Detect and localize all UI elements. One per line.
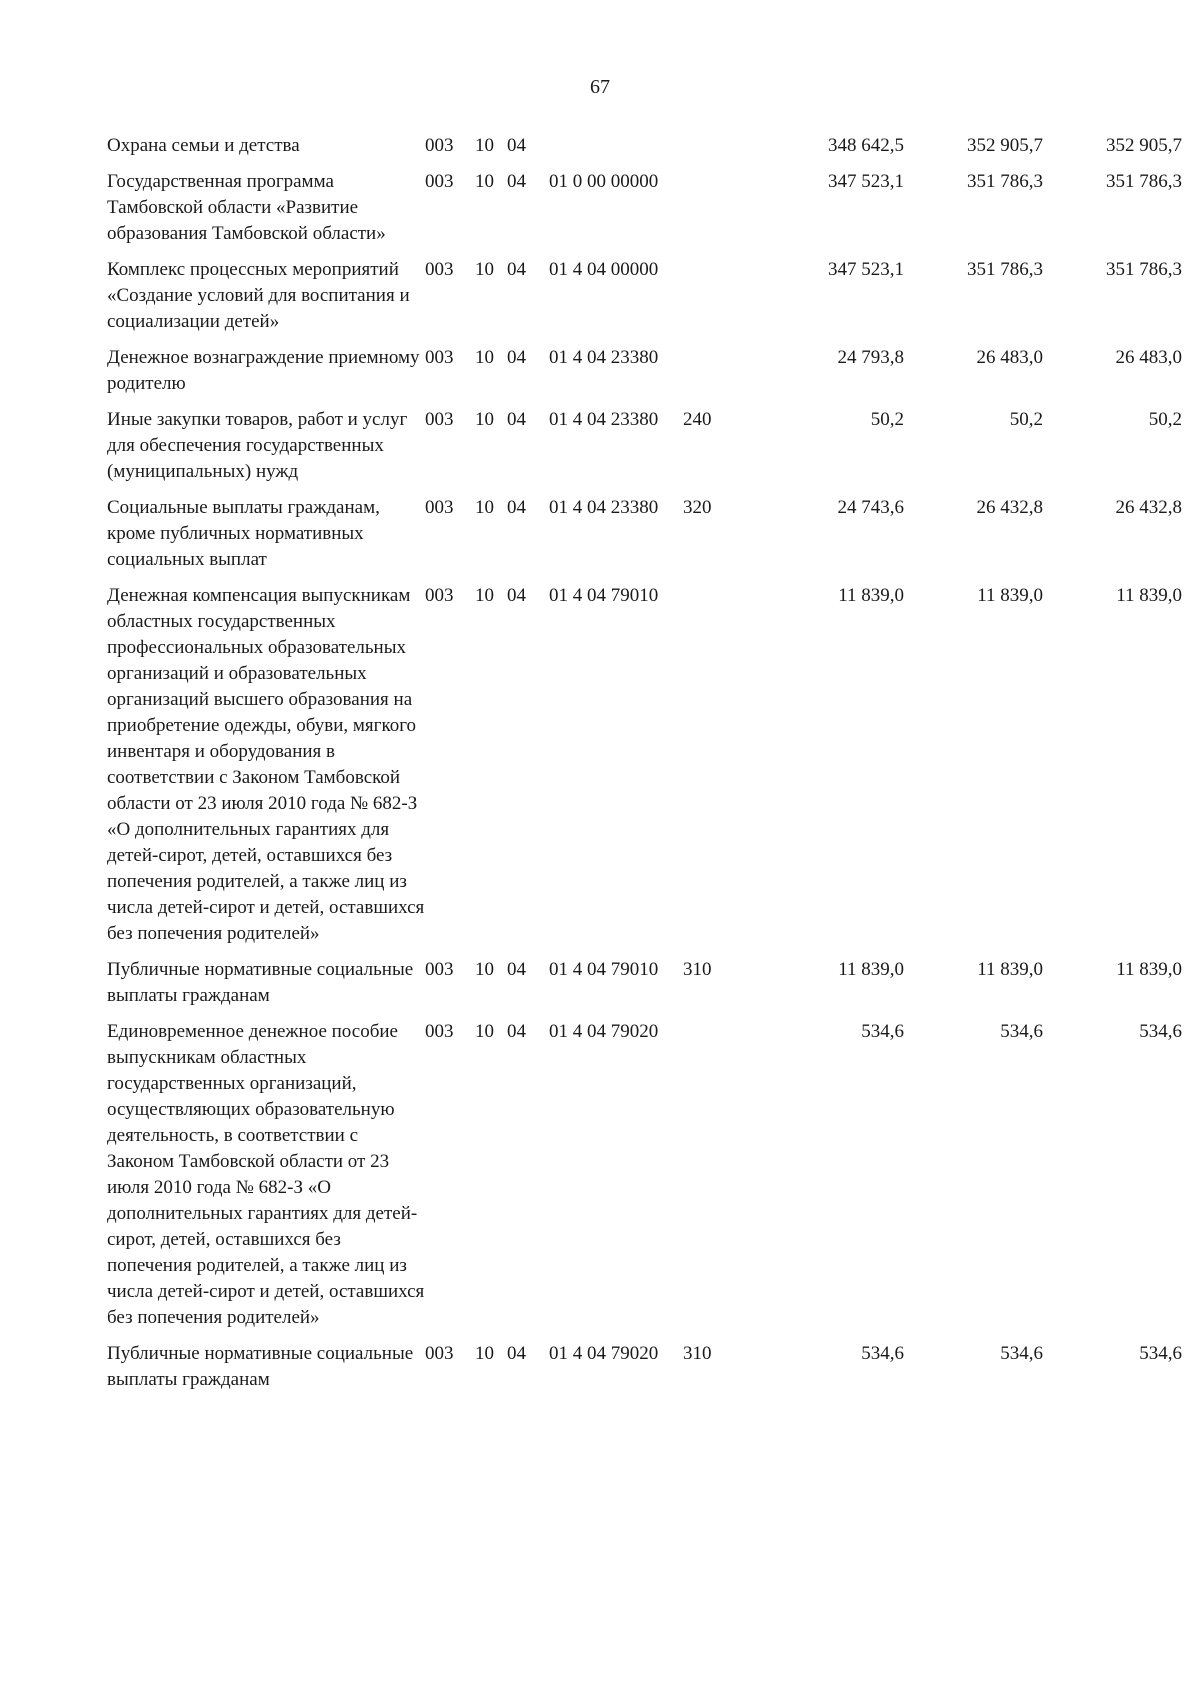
table-row (107, 257, 1182, 345)
table-row (107, 345, 1182, 407)
row-name: Денежная компенсация выпускникам областных государственных профессиональных образовательных организаций и образовательных организаций высшего образования на приобретение одежды, обуви, мягкого инвентаря и оборудования в соответствии с Законом Тамбовской области от 23 июля 2010 года № 682-З «О дополнительных гарантиях для детей-сирот, детей, оставшихся без попечения родителей, а также лиц из числа детей-сирот и детей, оставшихся без попечения родителей» (107, 585, 425, 944)
row-y1: 534,6 (861, 1343, 904, 1364)
row-vr: 320 (683, 497, 712, 518)
row-y2: 351 786,3 (967, 259, 1043, 280)
row-vr (683, 345, 745, 407)
row-y1: 534,6 (861, 1021, 904, 1042)
row-y3: 352 905,7 (1106, 135, 1182, 156)
row-cs: 01 4 04 00000 (549, 259, 659, 280)
row-rz: 10 (475, 409, 494, 430)
row-gr: 003 (425, 409, 454, 430)
row-cs (549, 133, 683, 169)
row-pr: 04 (507, 497, 526, 518)
row-y3: 534,6 (1139, 1343, 1182, 1364)
row-vr (683, 583, 745, 957)
row-name: Социальные выплаты гражданам, кроме публичных нормативных социальных выплат (107, 497, 380, 570)
row-vr: 240 (683, 409, 712, 430)
row-pr: 04 (507, 259, 526, 280)
row-cs: 01 4 04 23380 (549, 497, 659, 518)
row-y2: 534,6 (1000, 1021, 1043, 1042)
row-y3: 351 786,3 (1106, 259, 1182, 280)
table-row (107, 133, 1182, 169)
row-name: Публичные нормативные социальные выплаты гражданам (107, 1343, 414, 1390)
row-y2: 352 905,7 (967, 135, 1043, 156)
row-vr: 310 (683, 1343, 712, 1364)
row-gr: 003 (425, 259, 454, 280)
row-gr: 003 (425, 585, 454, 606)
table-row (107, 495, 1182, 583)
row-vr (683, 1019, 745, 1341)
row-y3: 26 432,8 (1115, 497, 1182, 518)
row-rz: 10 (475, 959, 494, 980)
row-y3: 26 483,0 (1115, 347, 1182, 368)
row-cs: 01 4 04 23380 (549, 347, 659, 368)
row-rz: 10 (475, 347, 494, 368)
row-y3: 534,6 (1139, 1021, 1182, 1042)
row-rz: 10 (475, 1021, 494, 1042)
row-y2: 50,2 (1009, 409, 1043, 430)
page-number: 67 (590, 76, 610, 98)
row-pr: 04 (507, 1343, 526, 1364)
row-y1: 11 839,0 (838, 959, 904, 980)
table-row (107, 1341, 1182, 1403)
row-gr: 003 (425, 1343, 454, 1364)
row-gr: 003 (425, 959, 454, 980)
row-vr (683, 133, 745, 169)
row-y1: 50,2 (870, 409, 904, 430)
row-name: Государственная программа Тамбовской области «Развитие образования Тамбовской области» (107, 171, 386, 244)
row-name: Единовременное денежное пособие выпускникам областных государственных организаций, осуществляющих образовательную деятельность, в соответствии с Законом Тамбовской области от 23 июля 2010 года № 682-З «О дополнительных гарантиях для детей-сирот, детей, оставшихся без попечения родителей, а также лиц из числа детей-сирот и детей, оставшихся без попечения родителей» (107, 1021, 425, 1328)
row-y1: 348 642,5 (828, 135, 904, 156)
row-cs: 01 4 04 79010 (549, 959, 659, 980)
row-y3: 11 839,0 (1116, 959, 1182, 980)
row-y2: 26 432,8 (976, 497, 1043, 518)
row-name: Охрана семьи и детства (107, 135, 300, 156)
row-y1: 11 839,0 (838, 585, 904, 606)
row-gr: 003 (425, 497, 454, 518)
row-name: Денежное вознаграждение приемному родителю (107, 347, 420, 394)
row-y1: 24 793,8 (837, 347, 904, 368)
row-rz: 10 (475, 135, 494, 156)
row-gr: 003 (425, 347, 454, 368)
table-row (107, 407, 1182, 495)
row-rz: 10 (475, 585, 494, 606)
row-pr: 04 (507, 409, 526, 430)
row-name: Комплекс процессных мероприятий «Создание условий для воспитания и социализации детей» (107, 259, 410, 332)
row-vr (683, 169, 745, 257)
row-pr: 04 (507, 585, 526, 606)
row-rz: 10 (475, 497, 494, 518)
budget-table (107, 133, 1182, 1403)
row-pr: 04 (507, 347, 526, 368)
row-y1: 347 523,1 (828, 259, 904, 280)
row-y2: 351 786,3 (967, 171, 1043, 192)
row-pr: 04 (507, 171, 526, 192)
row-cs: 01 0 00 00000 (549, 171, 659, 192)
row-name: Иные закупки товаров, работ и услуг для обеспечения государственных (муниципальных) нужд (107, 409, 408, 482)
row-cs: 01 4 04 23380 (549, 409, 659, 430)
row-cs: 01 4 04 79010 (549, 585, 659, 606)
row-y2: 26 483,0 (976, 347, 1043, 368)
row-cs: 01 4 04 79020 (549, 1343, 659, 1364)
table-row (107, 1019, 1182, 1341)
row-rz: 10 (475, 1343, 494, 1364)
table-row (107, 583, 1182, 957)
row-name: Публичные нормативные социальные выплаты гражданам (107, 959, 414, 1006)
row-y2: 534,6 (1000, 1343, 1043, 1364)
row-gr: 003 (425, 171, 454, 192)
row-y2: 11 839,0 (977, 959, 1043, 980)
row-rz: 10 (475, 259, 494, 280)
row-vr (683, 257, 745, 345)
row-y1: 24 743,6 (837, 497, 904, 518)
row-vr: 310 (683, 959, 712, 980)
row-y3: 50,2 (1148, 409, 1182, 430)
table-row (107, 957, 1182, 1019)
row-pr: 04 (507, 959, 526, 980)
row-rz: 10 (475, 171, 494, 192)
row-y3: 351 786,3 (1106, 171, 1182, 192)
row-cs: 01 4 04 79020 (549, 1021, 659, 1042)
row-y3: 11 839,0 (1116, 585, 1182, 606)
row-y1: 347 523,1 (828, 171, 904, 192)
row-pr: 04 (507, 135, 526, 156)
row-gr: 003 (425, 135, 454, 156)
row-gr: 003 (425, 1021, 454, 1042)
row-pr: 04 (507, 1021, 526, 1042)
row-y2: 11 839,0 (977, 585, 1043, 606)
table-row (107, 169, 1182, 257)
